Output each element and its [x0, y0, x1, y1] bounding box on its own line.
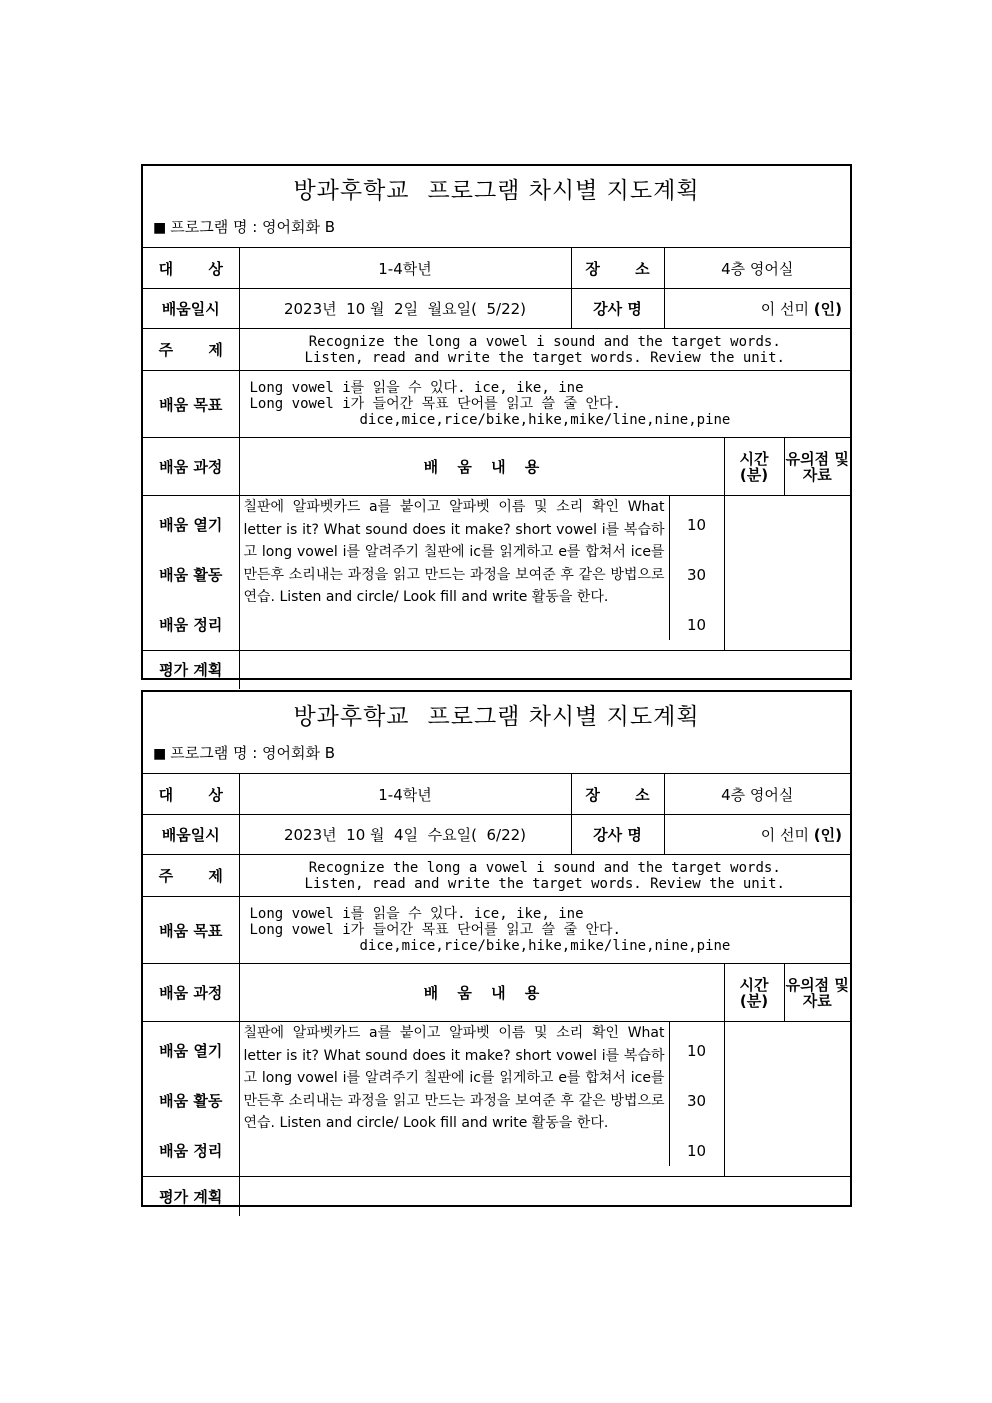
time-header-line-2: (분): [739, 991, 769, 1010]
topic-line-2: Listen, read and write the target words. Review the unit.: [304, 875, 785, 892]
eval-label: 평가 계획: [143, 1177, 239, 1216]
teacher-seal: (인): [813, 300, 842, 318]
date-label: 배움일시: [143, 815, 239, 855]
goal-line-2: Long vowel i가 들어간 목표 단어를 읽고 쓸 줄 안다.: [249, 396, 621, 412]
date-label: 배움일시: [143, 289, 239, 329]
stage-open: 배움 열기: [159, 516, 223, 534]
date-value: 2023년 10 월 2일 월요일( 5/22): [239, 289, 571, 329]
time-header-line-2: (분): [739, 465, 769, 484]
place-value: 4층 영어실: [664, 248, 850, 289]
goal-line-2: Long vowel i가 들어간 목표 단어를 읽고 쓸 줄 안다.: [249, 922, 621, 938]
teacher-name: 이 선미: [760, 826, 810, 844]
teacher-seal: (인): [813, 826, 842, 844]
topic-label: 주 제: [143, 329, 239, 371]
black-square-icon: ■: [153, 220, 167, 236]
content-time-cell: [239, 1022, 724, 1177]
stage-activity: 배움 활동: [159, 1092, 223, 1110]
time-header: [725, 964, 785, 1021]
program-name-line: [143, 738, 850, 773]
goal-label: 배움 목표: [143, 371, 239, 438]
goal-cell: [239, 897, 850, 964]
stage-wrapup: 배움 정리: [159, 616, 223, 634]
target-value: 1-4학년: [239, 774, 571, 815]
notes-cell: [724, 1022, 850, 1177]
time-open: 10: [686, 1042, 707, 1060]
content-header: 배 움 내 용: [239, 438, 724, 496]
time-column: [669, 1022, 724, 1166]
teacher-cell: [664, 289, 850, 329]
date-value: 2023년 10 월 4일 수요일( 6/22): [239, 815, 571, 855]
teacher-cell: [664, 815, 850, 855]
topic-line-1: Recognize the long a vowel i sound and the target words.: [308, 859, 781, 876]
plan-title: [143, 692, 850, 738]
lesson-plan-2: [141, 690, 852, 1207]
topic-line-2: Listen, read and write the target words. Review the unit.: [304, 349, 785, 366]
teacher-name: 이 선미: [760, 300, 810, 318]
topic-cell: [239, 329, 850, 371]
notes-cell: [724, 496, 850, 651]
goal-line-1: Long vowel i를 읽을 수 있다. ice, ike, ine: [249, 380, 584, 396]
topic-cell: [239, 855, 850, 897]
content-header: 배 움 내 용: [239, 964, 724, 1022]
plan-title-part2: 프로그램 차시별 지도계획: [427, 178, 700, 204]
teacher-label: 강사 명: [571, 815, 664, 855]
place-label: 장 소: [571, 774, 664, 815]
lesson-plan-1: [141, 164, 852, 680]
topic-label: 주 제: [143, 855, 239, 897]
time-header-line-1: 시간: [739, 449, 769, 468]
content-time-cell: [239, 496, 724, 651]
goal-label: 배움 목표: [143, 897, 239, 964]
time-activity: 30: [686, 566, 707, 584]
notes-header-line-1: 유의점 및: [785, 975, 849, 994]
process-label: 배움 과정: [143, 438, 239, 496]
topic-line-1: Recognize the long a vowel i sound and the target words.: [308, 333, 781, 350]
time-activity: 30: [686, 1092, 707, 1110]
notes-header-line-1: 유의점 및: [785, 449, 849, 468]
target-label: 대 상: [143, 248, 239, 289]
program-name-line: [143, 212, 850, 247]
target-label: 대 상: [143, 774, 239, 815]
notes-header: [785, 438, 851, 495]
process-content: 칠판에 알파벳카드 a를 붙이고 알파벳 이름 및 소리 확인 What letter is it? What sound does it make? short vowel i를 복습하고 long vowel i를 알려주기 칠판에 ic를 읽게하고 e를 합쳐서 ice를 만든후 소리내는 과정을 읽고 만드는 과정을 보여준 후 같은 방법으로 연습. Listen and circle/ Look fill and write 활동을 한다.: [243, 499, 665, 605]
time-wrapup: 10: [686, 616, 707, 634]
notes-header: [785, 964, 851, 1021]
program-name: 프로그램 명 : 영어회화 B: [170, 218, 336, 236]
eval-value: [239, 651, 850, 689]
time-open: 10: [686, 516, 707, 534]
stage-activity: 배움 활동: [159, 566, 223, 584]
eval-label: 평가 계획: [143, 651, 239, 689]
teacher-label: 강사 명: [571, 289, 664, 329]
time-notes-header: [724, 438, 850, 496]
goal-line-3: dice,mice,rice/bike,hike,mike/line,nine,pine: [359, 412, 731, 428]
plan-title-part2: 프로그램 차시별 지도계획: [427, 704, 700, 730]
target-value: 1-4학년: [239, 248, 571, 289]
time-header-line-1: 시간: [739, 975, 769, 994]
goal-cell: [239, 371, 850, 438]
goal-line-1: Long vowel i를 읽을 수 있다. ice, ike, ine: [249, 906, 584, 922]
eval-value: [239, 1177, 850, 1216]
plan-title-part1: 방과후학교: [293, 178, 410, 204]
time-header: [725, 438, 785, 495]
plan-table: [143, 773, 850, 1216]
process-content: 칠판에 알파벳카드 a를 붙이고 알파벳 이름 및 소리 확인 What letter is it? What sound does it make? short vowel i를 복습하고 long vowel i를 알려주기 칠판에 ic를 읽게하고 e를 합쳐서 ice를 만든후 소리내는 과정을 읽고 만드는 과정을 보여준 후 같은 방법으로 연습. Listen and circle/ Look fill and write 활동을 한다.: [243, 1025, 665, 1131]
time-wrapup: 10: [686, 1142, 707, 1160]
time-column: [669, 496, 724, 640]
stage-labels: [143, 496, 239, 651]
time-notes-header: [724, 964, 850, 1022]
plan-table: [143, 247, 850, 689]
program-name: 프로그램 명 : 영어회화 B: [170, 744, 336, 762]
goal-line-3: dice,mice,rice/bike,hike,mike/line,nine,pine: [359, 938, 731, 954]
plan-title-part1: 방과후학교: [293, 704, 410, 730]
notes-header-line-2: 자료: [802, 991, 832, 1010]
process-label: 배움 과정: [143, 964, 239, 1022]
notes-header-line-2: 자료: [802, 465, 832, 484]
stage-open: 배움 열기: [159, 1042, 223, 1060]
plan-title: [143, 166, 850, 212]
black-square-icon: ■: [153, 746, 167, 762]
place-value: 4층 영어실: [664, 774, 850, 815]
stage-wrapup: 배움 정리: [159, 1142, 223, 1160]
stage-labels: [143, 1022, 239, 1177]
place-label: 장 소: [571, 248, 664, 289]
